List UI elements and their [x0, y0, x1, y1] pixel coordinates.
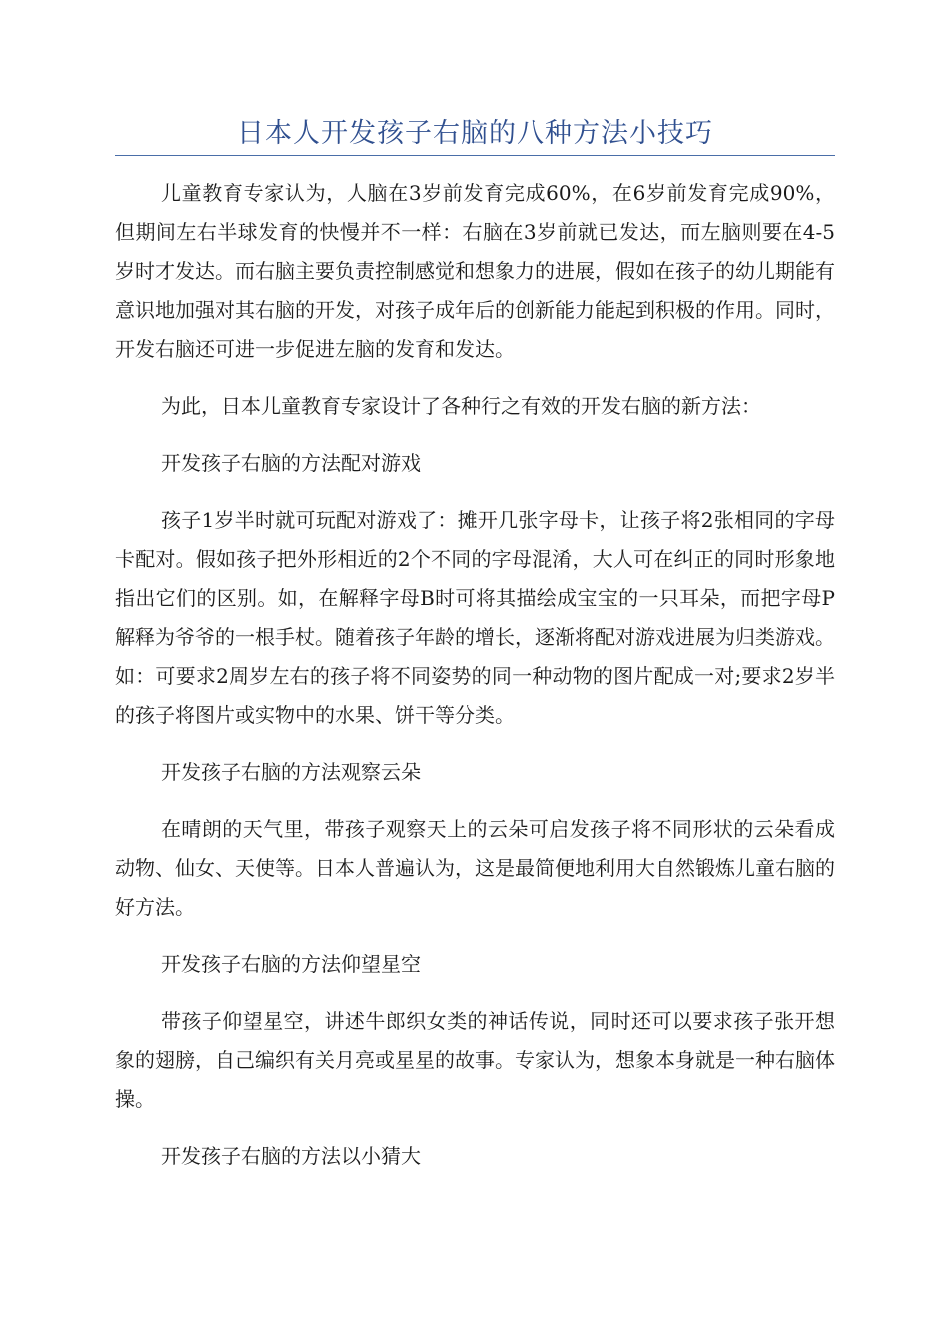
- document-body: [115, 174, 835, 1194]
- section-heading-guess-big-from-small: 开发孩子右脑的方法以小猜大: [161, 1144, 421, 1168]
- section-heading-matching-game: 开发孩子右脑的方法配对游戏: [161, 451, 421, 475]
- paragraph-stargazing: 带孩子仰望星空，讲述牛郎织女类的神话传说，同时还可以要求孩子张开想象的翅膀，自己编织有关月亮或星星的故事。专家认为，想象本身就是一种右脑体操。: [115, 1009, 835, 1111]
- section-heading-stargazing: 开发孩子右脑的方法仰望星空: [161, 952, 421, 976]
- title-underline: [115, 155, 835, 156]
- paragraph-intro: 儿童教育专家认为，人脑在3岁前发育完成60%，在6岁前发育完成90%，但期间左右半球发育的快慢并不一样：右脑在3岁前就已发达，而左脑则要在4-5岁时才发达。而右脑主要负责控制感觉和想象力的进展，假如在孩子的幼儿期能有意识地加强对其右脑的开发，对孩子成年后的创新能力能起到积极的作用。同时，开发右脑还可进一步促进左脑的发育和发达。: [115, 181, 835, 361]
- document-title: 日本人开发孩子右脑的八种方法小技巧: [237, 118, 713, 149]
- section-heading-cloud-watching: 开发孩子右脑的方法观察云朵: [161, 760, 421, 784]
- paragraph-methods-intro: 为此，日本儿童教育专家设计了各种行之有效的开发右脑的新方法：: [161, 394, 761, 418]
- paragraph-matching-game: 孩子1岁半时就可玩配对游戏了：摊开几张字母卡，让孩子将2张相同的字母卡配对。假如孩子把外形相近的2个不同的字母混淆，大人可在纠正的同时形象地指出它们的区别。如，在解释字母B时可将其描绘成宝宝的一只耳朵，而把字母P解释为爷爷的一根手杖。随着孩子年龄的增长，逐渐将配对游戏进展为归类游戏。如：可要求2周岁左右的孩子将不同姿势的同一种动物的图片配成一对;要求2岁半的孩子将图片或实物中的水果、饼干等分类。: [115, 508, 835, 727]
- paragraph-cloud-watching: 在晴朗的天气里，带孩子观察天上的云朵可启发孩子将不同形状的云朵看成动物、仙女、天使等。日本人普遍认为，这是最简便地利用大自然锻炼儿童右脑的好方法。: [115, 817, 835, 919]
